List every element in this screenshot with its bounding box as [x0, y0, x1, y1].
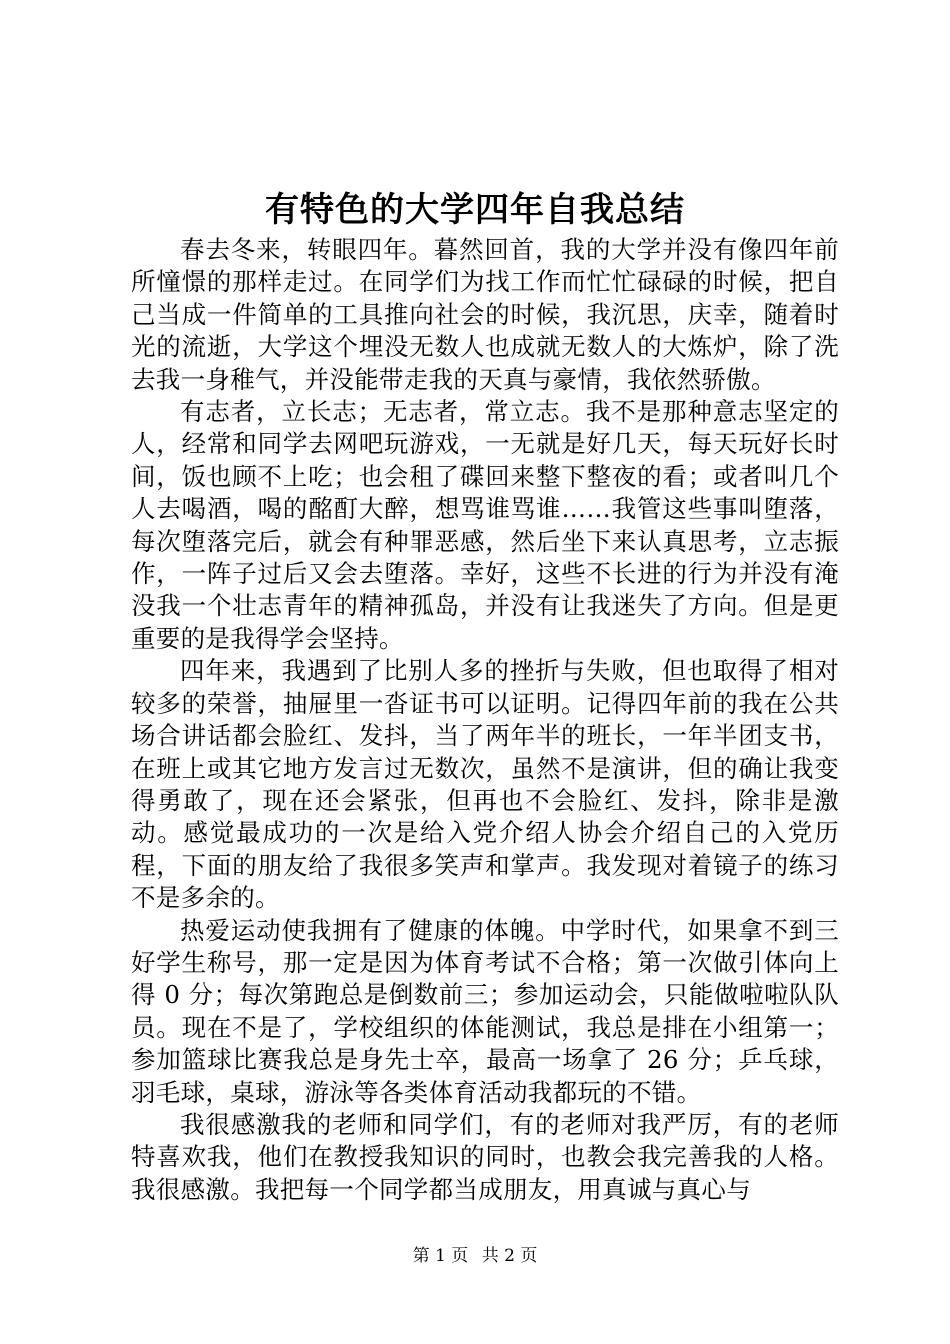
paragraph: 有志者，立长志；无志者，常立志。我不是那种意志坚定的人，经常和同学去网吧玩游戏，一无就是好几天，每天玩好长时间，饭也顾不上吃；也会租了碟回来整下整夜的看；或者叫几个人去喝酒，喝的酩酊大醉，想骂谁骂谁……我管这些事叫堕落，每次堕落完后，就会有种罪恶感，然后坐下来认真思考，立志振作，一阵子过后又会去堕落。幸好，这些不长进的行为并没有淹没我一个壮志青年的精神孤岛，并没有让我迷失了方向。但是更重要的是我得学会坚持。 [131, 397, 839, 653]
paragraph: 四年来，我遇到了比别人多的挫折与失败，但也取得了相对较多的荣誉，抽屉里一沓证书可以证明。记得四年前的我在公共场合讲话都会脸红、发抖，当了两年半的班长，一年半团支书，在班上或其它地方发言过无数次，虽然不是演讲，但的确让我变得勇敢了，现在还会紧张，但再也不会脸红、发抖，除非是激动。感觉最成功的一次是给入党介绍人协会介绍自己的入党历程，下面的朋友给了我很多笑声和掌声。我发现对着镜子的练习不是多余的。 [131, 656, 839, 913]
paragraph: 热爱运动使我拥有了健康的体魄。中学时代，如果拿不到三好学生称号，那一定是因为体育考试不合格；第一次做引体向上得 0 分；每次第跑总是倒数前三；参加运动会，只能做啦啦队队员。现在不是了，学校组织的体能测试，我总是排在小组第一；参加篮球比赛我总是身先士卒，最高一场拿了 26 分；乒乓球，羽毛球，桌球，游泳等各类体育活动我都玩的不错。 [131, 915, 839, 1107]
paragraph: 我很感激我的老师和同学们，有的老师对我严厉，有的老师特喜欢我，他们在教授我知识的同时，也教会我完善我的人格。我很感激。我把每一个同学都当成朋友，用真诚与真心与 [131, 1109, 839, 1204]
page-footer [0, 1244, 950, 1268]
document-title: 有特色的大学四年自我总结 [265, 190, 685, 230]
paragraph: 春去冬来，转眼四年。暮然回首，我的大学并没有像四年前所憧憬的那样走过。在同学们为找工作而忙忙碌碌的时候，把自己当成一件简单的工具推向社会的时候，我沉思，庆幸，随着时光的流逝，大学这个埋没无数人也成就无数人的大炼炉，除了洗去我一身稚气，并没能带走我的天真与豪情，我依然骄傲。 [131, 235, 839, 394]
page-number: 第 1 页 [412, 1246, 469, 1266]
document-body [131, 234, 839, 1206]
page-total: 共 2 页 [481, 1246, 538, 1266]
